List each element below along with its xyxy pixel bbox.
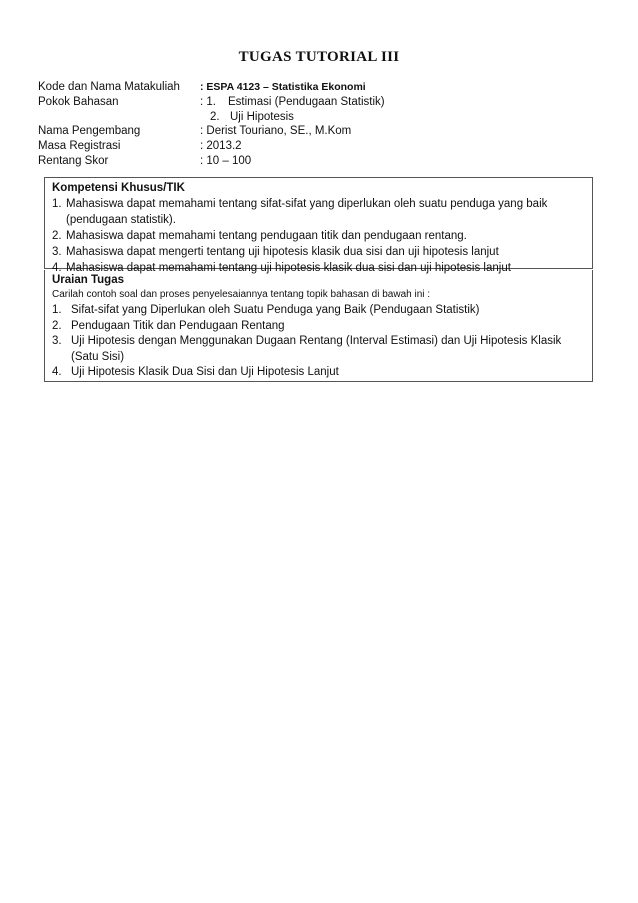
list-item — [52, 228, 586, 244]
meta-row-pokok-2 — [38, 110, 385, 125]
list-number: 2. — [52, 319, 62, 332]
meta-label: Kode dan Nama Matakuliah — [38, 81, 180, 93]
meta-row-pengembang — [38, 124, 385, 139]
meta-label: Masa Registrasi — [38, 140, 121, 153]
list-item — [52, 319, 586, 335]
meta-row-masa — [38, 139, 385, 154]
list-text: Uji Hipotesis dengan Menggunakan Dugaan Rentang (Interval Estimasi) dan Uji Hipotesis Klasik (Satu Sisi) — [71, 335, 562, 363]
list-text: Mahasiswa dapat memahami tentang pendugaan titik dan pendugaan rentang. — [66, 230, 467, 242]
list-text: Uji Hipotesis Klasik Dua Sisi dan Uji Hipotesis Lanjut — [71, 366, 339, 378]
list-number: 2. — [210, 110, 220, 123]
list-number: 4. — [52, 366, 62, 378]
list-item — [52, 334, 586, 365]
uraian-box — [44, 270, 593, 382]
meta-row-pokok — [38, 95, 385, 110]
meta-value: : 2013.2 — [200, 140, 242, 153]
meta-value — [200, 110, 294, 125]
list-text: Mahasiswa dapat memahami tentang sifat-sifat yang diperlukan oleh suatu penduga yang baik (pendugaan statistik). — [66, 198, 548, 226]
document-title: TUGAS TUTORIAL III — [238, 49, 400, 65]
course-meta — [38, 80, 385, 169]
kompetensi-box — [44, 177, 593, 274]
meta-row-kode — [38, 80, 385, 95]
meta-value: : Derist Touriano, SE., M.Kom — [200, 125, 352, 138]
meta-value: : 10 – 100 — [200, 154, 252, 167]
list-item — [52, 365, 586, 381]
list-text: Uji Hipotesis — [230, 110, 294, 123]
list-text: Sifat-sifat yang Diperlukan oleh Suatu Penduga yang Baik (Pendugaan Statistik) — [71, 304, 480, 316]
list-number: 3. — [52, 246, 62, 258]
list-number: 1. — [52, 198, 62, 210]
uraian-subtitle: Carilah contoh soal dan proses penyelesaiannya tentang topik bahasan di bawah ini : — [52, 289, 431, 300]
meta-label: Pokok Bahasan — [38, 95, 119, 108]
list-item — [52, 303, 586, 319]
meta-label: Nama Pengembang — [38, 125, 141, 138]
uraian-title: Uraian Tugas — [52, 274, 124, 286]
list-number: 4. — [52, 262, 62, 274]
list-number: 3. — [52, 335, 62, 347]
list-text: Estimasi (Pendugaan Statistik) — [228, 95, 385, 108]
list-number: 1. — [52, 304, 62, 316]
list-text: Pendugaan Titik dan Pendugaan Rentang — [71, 319, 285, 332]
list-text: Mahasiswa dapat mengerti tentang uji hipotesis klasik dua sisi dan uji hipotesis lanjut — [66, 246, 499, 258]
meta-value — [200, 95, 385, 110]
meta-row-skor — [38, 154, 385, 169]
list-number: 2. — [52, 230, 62, 242]
list-item — [52, 244, 586, 260]
list-number: : 1. — [200, 95, 216, 108]
meta-value: : ESPA 4123 – Statistika Ekonomi — [200, 81, 366, 93]
list-item — [52, 196, 586, 228]
list-text: Mahasiswa dapat memahami tentang uji hipotesis klasik dua sisi dan uji hipotesis lanjut — [66, 262, 511, 274]
kompetensi-title: Kompetensi Khusus/TIK — [52, 182, 185, 194]
meta-label: Rentang Skor — [38, 154, 109, 167]
